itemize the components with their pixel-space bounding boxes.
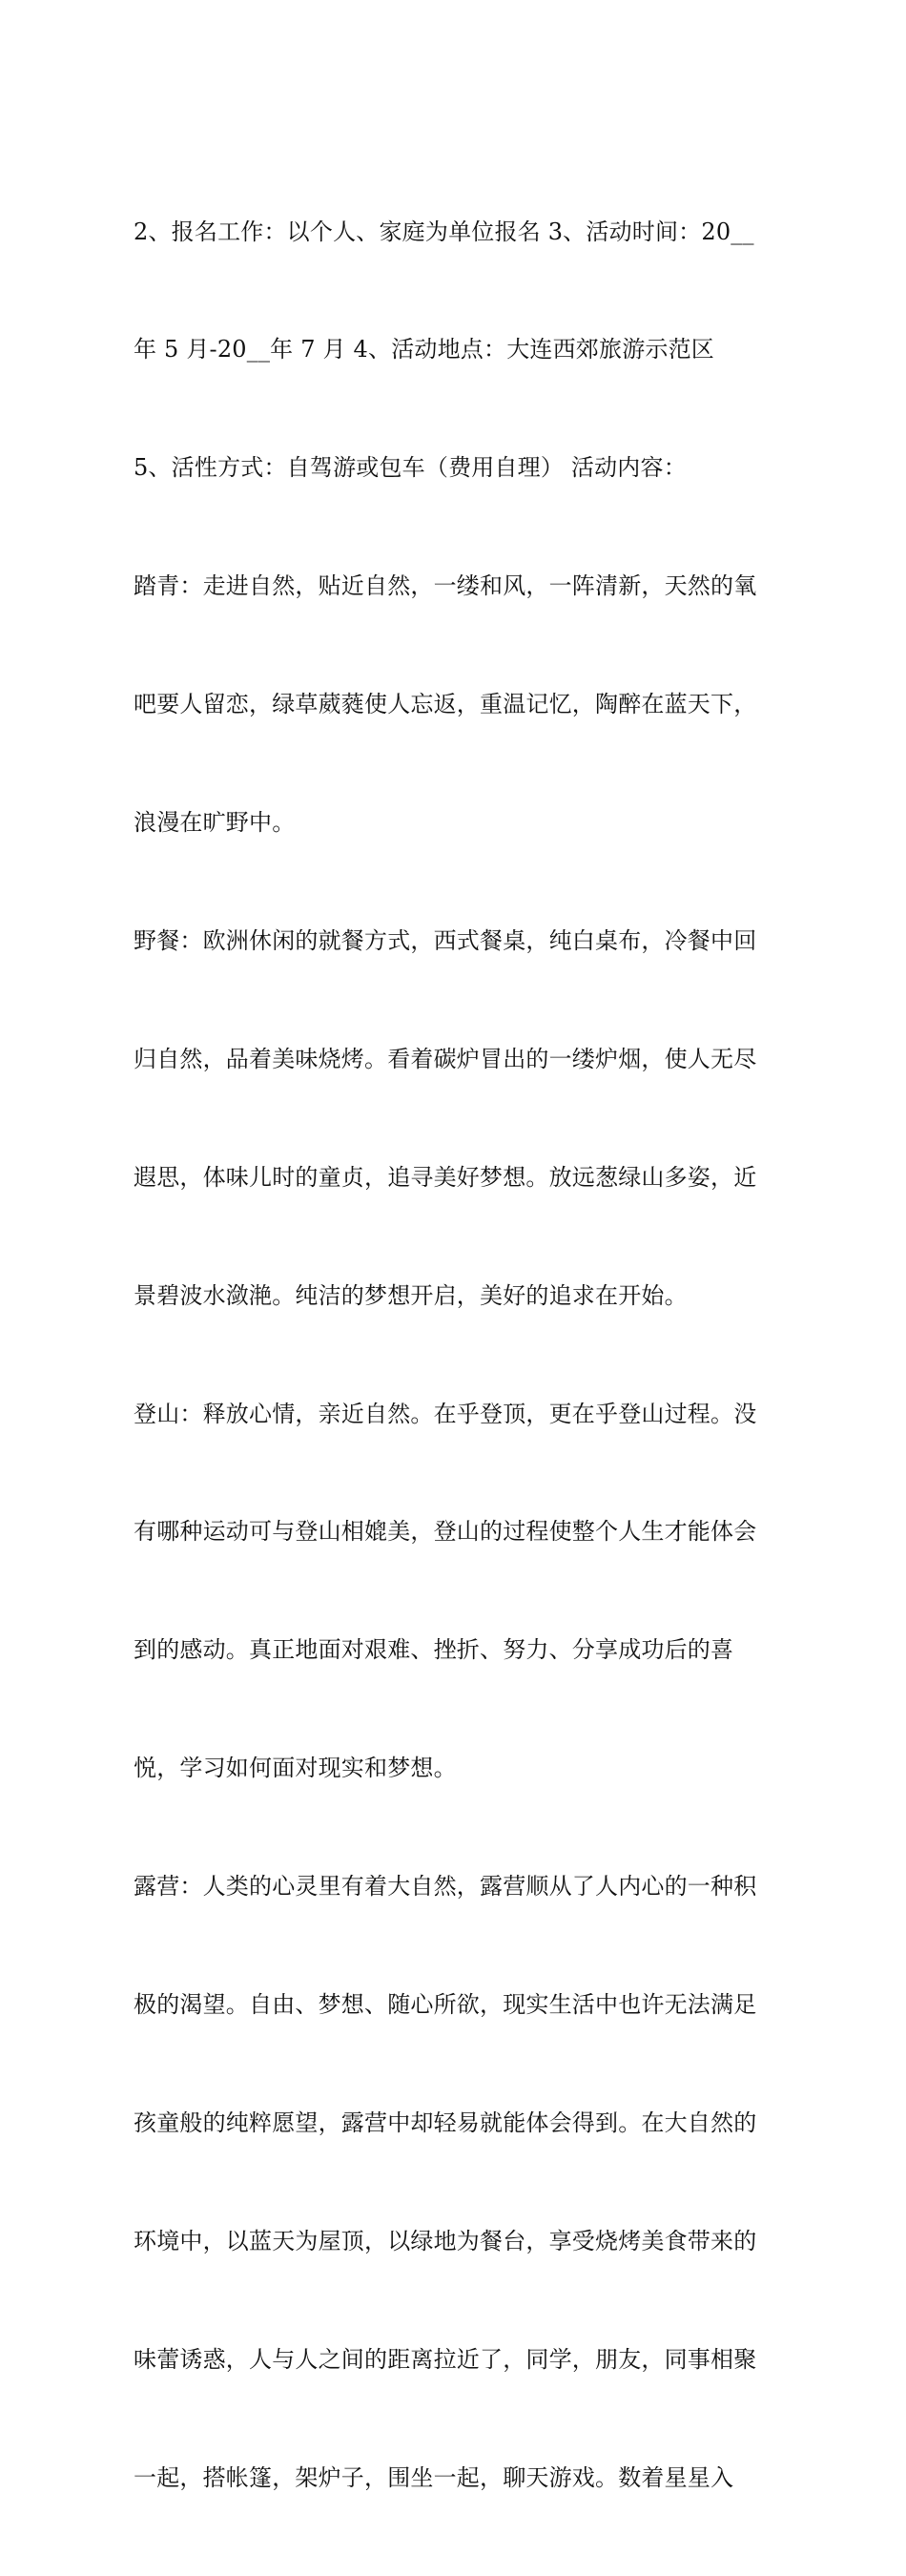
text-line: 景碧波水潋滟。纯洁的梦想开启，美好的追求在开始。 [134,1281,688,1309]
text-line: 一起，搭帐篷，架炉子，围坐一起，聊天游戏。数着星星入 [134,2463,734,2491]
text-line: 5、活性方式：自驾游或包车（费用自理） 活动内容： [134,454,687,482]
text-line: 登山：释放心情，亲近自然。在乎登顶，更在乎登山过程。没 [134,1400,757,1427]
text-line: 2、报名工作：以个人、家庭为单位报名 3、活动时间：20__ [134,218,754,245]
text-line: 味蕾诱惑，人与人之间的距离拉近了，同学，朋友，同事相聚 [134,2345,757,2373]
text-line: 露营：人类的心灵里有着大自然，露营顺从了人内心的一种积 [134,1873,757,1901]
text-line: 环境中，以蓝天为屋顶，以绿地为餐台，享受烧烤美食带来的 [134,2227,757,2254]
text-line: 极的渴望。自由、梦想、随心所欲，现实生活中也许无法满足 [134,1990,757,2018]
text-line: 归自然，品着美味烧烤。看着碳炉冒出的一缕炉烟，使人无尽 [134,1045,757,1072]
text-line: 踏青：走进自然，贴近自然，一缕和风，一阵清新，天然的氧 [134,572,757,600]
text-line: 浪漫在旷野中。 [134,809,296,837]
text-line: 野餐：欧洲休闲的就餐方式，西式餐桌，纯白桌布，冷餐中回 [134,926,757,954]
body-text [134,134,782,2576]
text-line: 孩童般的纯粹愿望，露营中却轻易就能体会得到。在大自然的 [134,2109,757,2136]
text-line: 有哪种运动可与登山相媲美，登山的过程使整个人生才能体会 [134,1518,757,1546]
text-line: 吧要人留恋，绿草葳蕤使人忘返，重温记忆，陶醉在蓝天下， [134,691,757,718]
text-line: 到的感动。真正地面对艰难、挫折、努力、分享成功后的喜 [134,1636,734,1664]
text-line: 年 5 月-20__年 7 月 4、活动地点：大连西郊旅游示范区 [134,336,714,364]
text-line: 悦，学习如何面对现实和梦想。 [134,1755,457,1782]
text-line: 遐思，体味儿时的童贞，追寻美好梦想。放远葱绿山多姿，近 [134,1163,757,1191]
